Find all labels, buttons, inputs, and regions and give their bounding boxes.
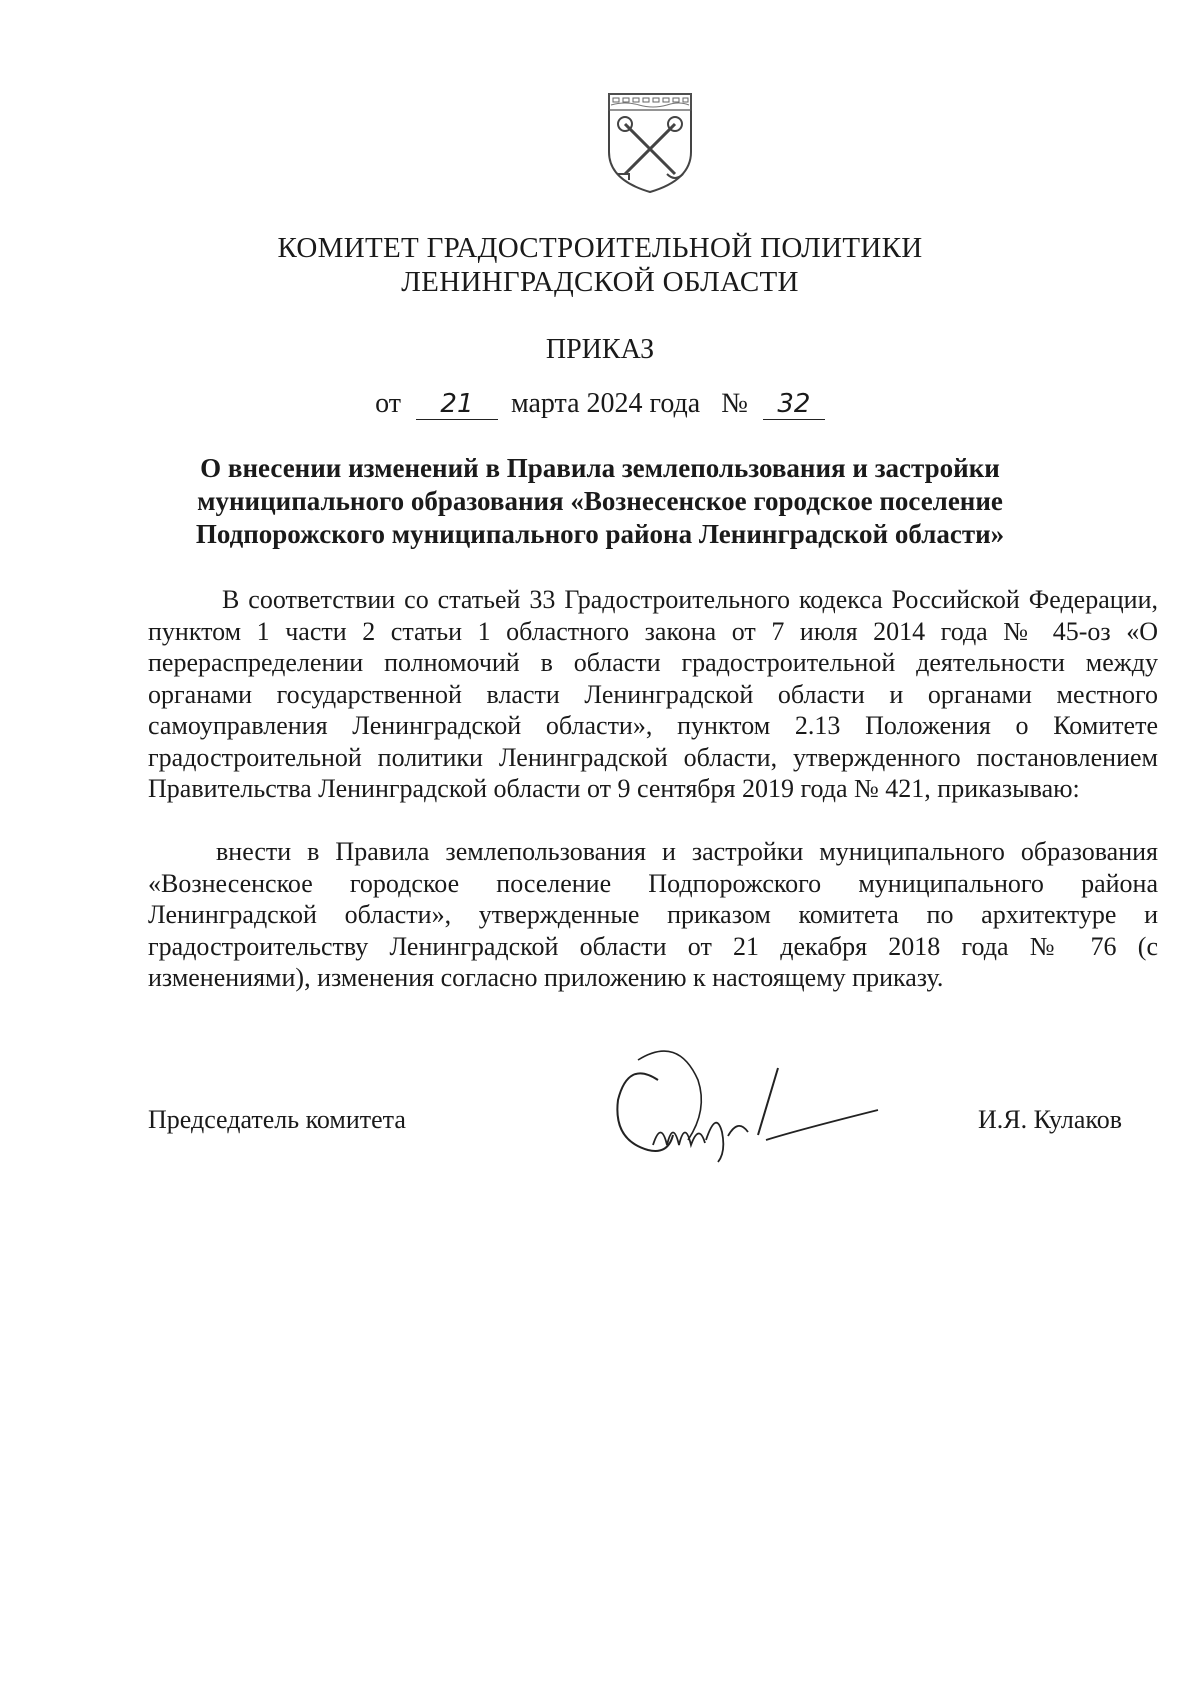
- date-prefix: от: [375, 388, 401, 419]
- body-paragraph-1: [148, 584, 1158, 805]
- body-paragraph-2: [148, 836, 1158, 994]
- document-title: [0, 452, 1200, 551]
- document-type: ПРИКАЗ: [545, 334, 655, 365]
- date-line: [0, 388, 1200, 420]
- org-name-line2: ЛЕНИНГРАДСКОЙ ОБЛАСТИ: [401, 266, 799, 298]
- org-name-line1: КОМИТЕТ ГРАДОСТРОИТЕЛЬНОЙ ПОЛИТИКИ: [277, 232, 923, 264]
- signer-role: Председатель комитета: [148, 1105, 406, 1134]
- coat-of-arms-icon: [605, 90, 695, 196]
- date-day: 21: [416, 389, 498, 420]
- title-line2: муниципального образования «Вознесенское городское поселение: [197, 486, 1003, 516]
- number-prefix: №: [721, 388, 748, 419]
- signer-name: И.Я. Кулаков: [978, 1105, 1122, 1134]
- paragraph-text: В соответствии со статьей 33 Градостроительного кодекса Российской Федерации, пунктом 1 части 2 статьи 1 областного закона от 7 июля 2014 года № 45-оз «О перераспределении полномочий в области градостроительной деятельности между органами государственной власти Ленинградской области и органами местного самоуправления Ленинградской области», пунктом 2.13 Положения о Комитете градостроительной политики Ленинградской области, утвержденного постановлением Правительства Ленинградской области от 9 сентября 2019 года № 421, приказываю:: [148, 585, 1158, 803]
- title-line1: О внесении изменений в Правила землепользования и застройки: [200, 453, 1000, 483]
- document-number: 32: [763, 389, 825, 420]
- title-line3: Подпорожского муниципального района Ленинградской области»: [195, 519, 1005, 549]
- date-month-year: марта 2024 года: [510, 388, 701, 419]
- signature-icon: [598, 1040, 898, 1190]
- paragraph-text: внести в Правила землепользования и застройки муниципального образования «Вознесенское городское поселение Подпорожского муниципального района Ленинградской области», утвержденные приказом комитета по архитектуре и градостроительству Ленинградской области от 21 декабря 2018 года № 76 (с изменениями), изменения согласно приложению к настоящему приказу.: [148, 837, 1158, 992]
